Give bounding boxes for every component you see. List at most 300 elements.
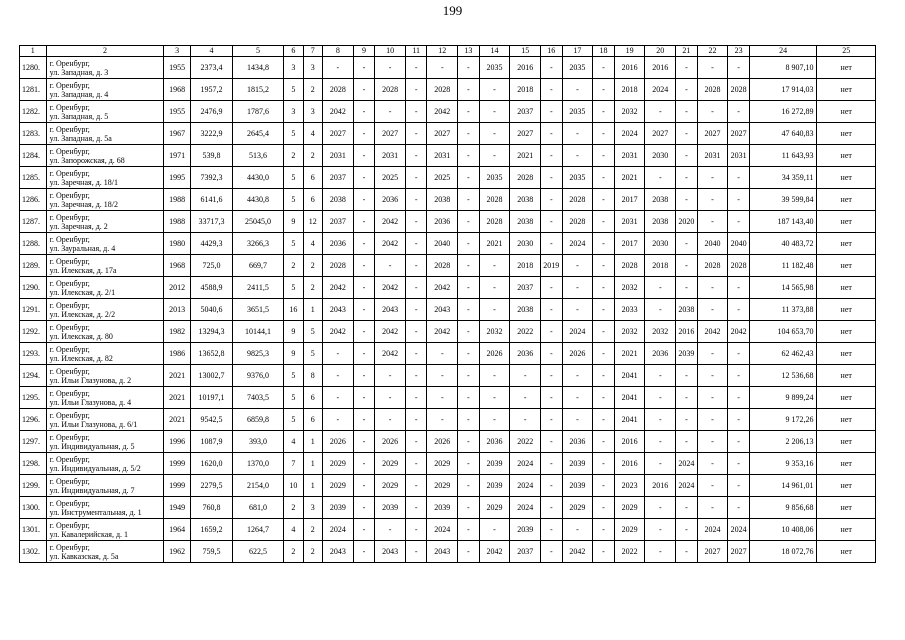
table-cell: - (458, 101, 480, 123)
table-cell: 2031 (697, 145, 728, 167)
table-cell: 3651,5 (232, 299, 283, 321)
table-cell: - (728, 453, 750, 475)
table-cell: 4 (303, 233, 322, 255)
column-header: 17 (562, 46, 593, 57)
table-cell: 2027 (728, 541, 750, 563)
table-cell: 6 (303, 409, 322, 431)
table-cell: нет (817, 123, 876, 145)
table-cell: 2029 (323, 453, 354, 475)
table-cell: - (405, 497, 427, 519)
table-cell: - (645, 365, 676, 387)
table-cell: - (375, 409, 406, 431)
table-cell: 2024 (697, 519, 728, 541)
column-header: 19 (614, 46, 645, 57)
table-cell: 2028 (614, 255, 645, 277)
table-cell: - (405, 189, 427, 211)
row-number: 1298. (20, 453, 47, 475)
table-cell: 2 (284, 145, 303, 167)
table-row (20, 211, 876, 233)
table-cell: 1999 (164, 453, 191, 475)
table-cell: 1815,2 (232, 79, 283, 101)
table-cell: 11 643,93 (749, 145, 817, 167)
table-cell: - (405, 123, 427, 145)
table-cell: 2038 (645, 189, 676, 211)
column-header: 23 (728, 46, 750, 57)
table-cell: - (676, 189, 698, 211)
table-cell: 4430,0 (232, 167, 283, 189)
table-cell: - (728, 211, 750, 233)
table-cell: 9376,0 (232, 365, 283, 387)
table-row (20, 299, 876, 321)
table-cell: - (458, 541, 480, 563)
table-cell: 5 (284, 277, 303, 299)
table-cell: 1980 (164, 233, 191, 255)
table-cell: - (479, 79, 510, 101)
table-cell: 2 (303, 145, 322, 167)
table-cell: - (353, 409, 375, 431)
table-cell: 6 (303, 189, 322, 211)
table-cell: - (562, 145, 593, 167)
table-cell: - (458, 79, 480, 101)
table-cell: 2029 (562, 497, 593, 519)
table-cell: 3 (303, 497, 322, 519)
table-cell: - (728, 365, 750, 387)
table-cell: 2039 (510, 519, 541, 541)
table-cell: 2039 (479, 475, 510, 497)
table-cell: 2032 (645, 321, 676, 343)
table-cell: 1968 (164, 79, 191, 101)
table-cell: - (697, 299, 728, 321)
table-cell: нет (817, 211, 876, 233)
table-cell: 5 (284, 189, 303, 211)
table-cell: 2035 (562, 57, 593, 79)
table-cell: 2025 (427, 167, 458, 189)
address-cell: г. Оренбург, ул. Западная, д. 3 (46, 57, 164, 79)
table-cell: 2024 (427, 519, 458, 541)
table-cell: 2043 (427, 299, 458, 321)
table-cell: 2016 (614, 453, 645, 475)
table-cell: - (353, 101, 375, 123)
table-cell: - (645, 277, 676, 299)
address-cell: г. Оренбург, ул. Зауральная, д. 4 (46, 233, 164, 255)
table-cell: - (676, 277, 698, 299)
table-cell: - (405, 277, 427, 299)
table-cell: 5 (284, 167, 303, 189)
table-cell: нет (817, 255, 876, 277)
table-cell: 9542,5 (190, 409, 232, 431)
table-row (20, 519, 876, 541)
table-cell: 2036 (510, 343, 541, 365)
table-cell: - (645, 387, 676, 409)
table-cell: 2037 (323, 167, 354, 189)
table-cell: - (405, 255, 427, 277)
table-cell: - (427, 365, 458, 387)
table-cell: 2016 (645, 57, 676, 79)
table-cell: 13002,7 (190, 365, 232, 387)
table-cell: - (541, 519, 563, 541)
table-cell: 2024 (510, 475, 541, 497)
table-cell: - (479, 365, 510, 387)
table-cell: - (353, 255, 375, 277)
table-cell: - (458, 145, 480, 167)
table-cell: 2028 (427, 79, 458, 101)
table-cell: 2036 (427, 211, 458, 233)
table-cell: - (728, 57, 750, 79)
table-cell: 2042 (427, 277, 458, 299)
table-cell: - (479, 277, 510, 299)
table-cell: 2024 (614, 123, 645, 145)
table-cell: - (427, 387, 458, 409)
table-row (20, 475, 876, 497)
table-cell: 2024 (323, 519, 354, 541)
table-cell: - (405, 475, 427, 497)
table-cell: - (353, 321, 375, 343)
table-cell: 10197,1 (190, 387, 232, 409)
table-cell: - (697, 101, 728, 123)
table-cell: - (323, 57, 354, 79)
table-cell: 2028 (479, 189, 510, 211)
table-cell: 2018 (510, 79, 541, 101)
table-cell: 34 359,11 (749, 167, 817, 189)
table-cell: - (645, 409, 676, 431)
table-cell: - (541, 123, 563, 145)
table-cell: - (405, 233, 427, 255)
table-cell: 2038 (323, 189, 354, 211)
table-cell: 2 (303, 519, 322, 541)
table-cell: - (728, 497, 750, 519)
table-cell: - (405, 541, 427, 563)
table-cell: - (593, 101, 615, 123)
table-cell: - (593, 497, 615, 519)
table-cell: 2030 (510, 233, 541, 255)
table-cell: 2031 (427, 145, 458, 167)
row-number: 1284. (20, 145, 47, 167)
table-cell: 2039 (676, 343, 698, 365)
table-cell: 5 (284, 123, 303, 145)
table-cell: - (562, 299, 593, 321)
column-header: 18 (593, 46, 615, 57)
table-cell: - (728, 387, 750, 409)
address-cell: г. Оренбург, ул. Запорожская, д. 68 (46, 145, 164, 167)
table-cell: 2024 (645, 79, 676, 101)
table-cell: 2024 (728, 519, 750, 541)
column-header: 9 (353, 46, 375, 57)
table-cell: 4430,8 (232, 189, 283, 211)
table-cell: 1370,0 (232, 453, 283, 475)
table-cell: 2031 (614, 145, 645, 167)
table-cell: 1955 (164, 57, 191, 79)
table-cell: 2041 (614, 409, 645, 431)
table-cell: 1988 (164, 211, 191, 233)
table-row (20, 233, 876, 255)
table-cell: - (562, 255, 593, 277)
table-cell: 7392,3 (190, 167, 232, 189)
table-cell: 6 (303, 387, 322, 409)
table-cell: 1999 (164, 475, 191, 497)
table-cell: - (697, 453, 728, 475)
table-cell: - (479, 519, 510, 541)
table-cell: 33717,3 (190, 211, 232, 233)
table-cell: 1620,0 (190, 453, 232, 475)
table-cell: 2018 (645, 255, 676, 277)
table-cell: 2042 (697, 321, 728, 343)
table-cell: 2031 (728, 145, 750, 167)
table-cell: 2036 (323, 233, 354, 255)
table-cell: - (510, 409, 541, 431)
table-cell: - (593, 145, 615, 167)
table-cell: 1434,8 (232, 57, 283, 79)
table-cell: 16 272,89 (749, 101, 817, 123)
table-cell: 2026 (427, 431, 458, 453)
table-cell: - (697, 409, 728, 431)
table-cell: 8 (303, 365, 322, 387)
table-cell: 2031 (323, 145, 354, 167)
table-cell: - (458, 57, 480, 79)
table-cell: - (323, 365, 354, 387)
table-cell: 2016 (510, 57, 541, 79)
table-row (20, 387, 876, 409)
table-cell: 2026 (479, 343, 510, 365)
table-cell: - (728, 167, 750, 189)
row-number: 1286. (20, 189, 47, 211)
table-cell: - (593, 167, 615, 189)
table-cell: - (728, 431, 750, 453)
table-cell: - (697, 57, 728, 79)
table-cell: 2024 (676, 475, 698, 497)
table-cell: 9825,3 (232, 343, 283, 365)
table-cell: - (645, 519, 676, 541)
table-cell: - (676, 57, 698, 79)
table-cell: 2028 (697, 255, 728, 277)
table-cell: 10 408,06 (749, 519, 817, 541)
table-row (20, 431, 876, 453)
table-cell: - (697, 167, 728, 189)
table-cell: 2027 (697, 123, 728, 145)
table-cell: 760,8 (190, 497, 232, 519)
table-cell: - (458, 189, 480, 211)
table-cell: - (697, 387, 728, 409)
table-cell: 2017 (614, 233, 645, 255)
table-cell: - (405, 365, 427, 387)
table-cell: 2037 (510, 541, 541, 563)
table-cell: 2042 (562, 541, 593, 563)
table-cell: 2022 (614, 541, 645, 563)
table-cell: 2021 (164, 409, 191, 431)
table-cell: - (353, 453, 375, 475)
table-cell: 2042 (375, 321, 406, 343)
row-number: 1288. (20, 233, 47, 255)
table-cell: - (676, 387, 698, 409)
table-cell: - (676, 497, 698, 519)
row-number: 1293. (20, 343, 47, 365)
table-cell: - (541, 321, 563, 343)
header-row (20, 46, 876, 57)
table-cell: - (562, 409, 593, 431)
table-cell: - (353, 277, 375, 299)
table-cell: - (541, 497, 563, 519)
table-cell: - (479, 387, 510, 409)
table-cell: - (697, 475, 728, 497)
table-cell: 2042 (427, 101, 458, 123)
row-number: 1294. (20, 365, 47, 387)
table-cell: - (541, 277, 563, 299)
table-cell: - (405, 299, 427, 321)
table-cell: 4 (284, 431, 303, 453)
table-cell: - (645, 299, 676, 321)
table-cell: 2029 (323, 475, 354, 497)
column-header: 4 (190, 46, 232, 57)
table-cell: 2029 (614, 497, 645, 519)
column-header: 3 (164, 46, 191, 57)
table-cell: - (562, 387, 593, 409)
table-cell: 40 483,72 (749, 233, 817, 255)
table-cell: 2024 (510, 497, 541, 519)
column-header: 8 (323, 46, 354, 57)
table-cell: 2021 (614, 343, 645, 365)
table-cell: 725,0 (190, 255, 232, 277)
table-cell: 2042 (323, 101, 354, 123)
table-cell: нет (817, 321, 876, 343)
table-cell: - (541, 453, 563, 475)
table-cell: 1787,6 (232, 101, 283, 123)
table-cell: - (323, 343, 354, 365)
column-header: 16 (541, 46, 563, 57)
row-number: 1281. (20, 79, 47, 101)
table-cell: - (593, 189, 615, 211)
address-cell: г. Оренбург, ул. Ильи Глазунова, д. 6/1 (46, 409, 164, 431)
table-cell: - (353, 145, 375, 167)
table-cell: 2042 (375, 277, 406, 299)
table-cell: - (479, 255, 510, 277)
table-row (20, 453, 876, 475)
table-cell: 39 599,84 (749, 189, 817, 211)
table-cell: - (697, 189, 728, 211)
table-cell: нет (817, 497, 876, 519)
table-cell: 2027 (375, 123, 406, 145)
address-cell: г. Оренбург, ул. Илекская, д. 82 (46, 343, 164, 365)
table-cell: - (676, 431, 698, 453)
table-cell: - (728, 343, 750, 365)
table-cell: 2031 (614, 211, 645, 233)
table-cell: - (375, 255, 406, 277)
table-cell: нет (817, 475, 876, 497)
table-cell: - (541, 541, 563, 563)
table-cell: 1955 (164, 101, 191, 123)
table-cell: - (405, 453, 427, 475)
table-cell: - (541, 299, 563, 321)
table-cell: - (405, 145, 427, 167)
table-cell: - (676, 101, 698, 123)
address-cell: г. Оренбург, ул. Инструментальная, д. 1 (46, 497, 164, 519)
table-cell: - (479, 299, 510, 321)
table-cell: - (458, 453, 480, 475)
table-cell: 2013 (164, 299, 191, 321)
table-cell: 2038 (510, 299, 541, 321)
address-cell: г. Оренбург, ул. Западная, д. 4 (46, 79, 164, 101)
table-row (20, 277, 876, 299)
table-cell: 2042 (323, 321, 354, 343)
table-cell: 2026 (562, 343, 593, 365)
table-cell: 5 (284, 409, 303, 431)
table-cell: 2028 (697, 79, 728, 101)
table-cell: - (458, 211, 480, 233)
table-cell: 2041 (614, 387, 645, 409)
row-number: 1302. (20, 541, 47, 563)
table-cell: 2027 (323, 123, 354, 145)
table-cell: - (405, 167, 427, 189)
table-cell: - (676, 145, 698, 167)
table-cell: 2043 (323, 541, 354, 563)
table-cell: 5 (284, 387, 303, 409)
table-cell: 2022 (510, 431, 541, 453)
table-cell: 2279,5 (190, 475, 232, 497)
table-cell: 2043 (427, 541, 458, 563)
table-cell: - (375, 365, 406, 387)
table-cell: - (458, 277, 480, 299)
table-cell: 1995 (164, 167, 191, 189)
table-cell: 1 (303, 453, 322, 475)
table-cell: 2029 (375, 475, 406, 497)
table-cell: 2024 (510, 453, 541, 475)
table-cell: 2029 (375, 453, 406, 475)
table-row (20, 365, 876, 387)
address-cell: г. Оренбург, ул. Илекская, д. 2/2 (46, 299, 164, 321)
table-cell: 2645,4 (232, 123, 283, 145)
table-cell: 2028 (427, 255, 458, 277)
table-cell: 2026 (323, 431, 354, 453)
table-cell: - (458, 519, 480, 541)
table-cell: 2042 (375, 343, 406, 365)
table-cell: 2016 (676, 321, 698, 343)
table-cell: 5 (284, 79, 303, 101)
table-cell: нет (817, 277, 876, 299)
table-cell: 2042 (728, 321, 750, 343)
table-cell: 9 (284, 321, 303, 343)
column-header: 25 (817, 46, 876, 57)
table-cell: 9 (284, 211, 303, 233)
table-cell: 2021 (164, 387, 191, 409)
table-cell: 5 (284, 365, 303, 387)
table-cell: - (593, 211, 615, 233)
table-cell: 9 899,24 (749, 387, 817, 409)
table-cell: - (353, 365, 375, 387)
column-header: 15 (510, 46, 541, 57)
table-cell: - (541, 57, 563, 79)
table-cell: 393,0 (232, 431, 283, 453)
table-cell: - (323, 409, 354, 431)
table-cell: 3266,3 (232, 233, 283, 255)
table-cell: - (593, 57, 615, 79)
table-cell: 2030 (645, 145, 676, 167)
row-number: 1290. (20, 277, 47, 299)
table-cell: - (593, 79, 615, 101)
table-cell: - (375, 519, 406, 541)
column-header: 11 (405, 46, 427, 57)
row-number: 1291. (20, 299, 47, 321)
column-header: 24 (749, 46, 817, 57)
table-cell: - (728, 299, 750, 321)
table-cell: 8 907,10 (749, 57, 817, 79)
table-cell: нет (817, 365, 876, 387)
table-cell: 62 462,43 (749, 343, 817, 365)
column-header: 21 (676, 46, 698, 57)
table-cell: нет (817, 343, 876, 365)
table-cell: 669,7 (232, 255, 283, 277)
table-cell: 2035 (479, 57, 510, 79)
table-cell: - (697, 211, 728, 233)
table-cell: - (593, 233, 615, 255)
table-cell: - (405, 321, 427, 343)
